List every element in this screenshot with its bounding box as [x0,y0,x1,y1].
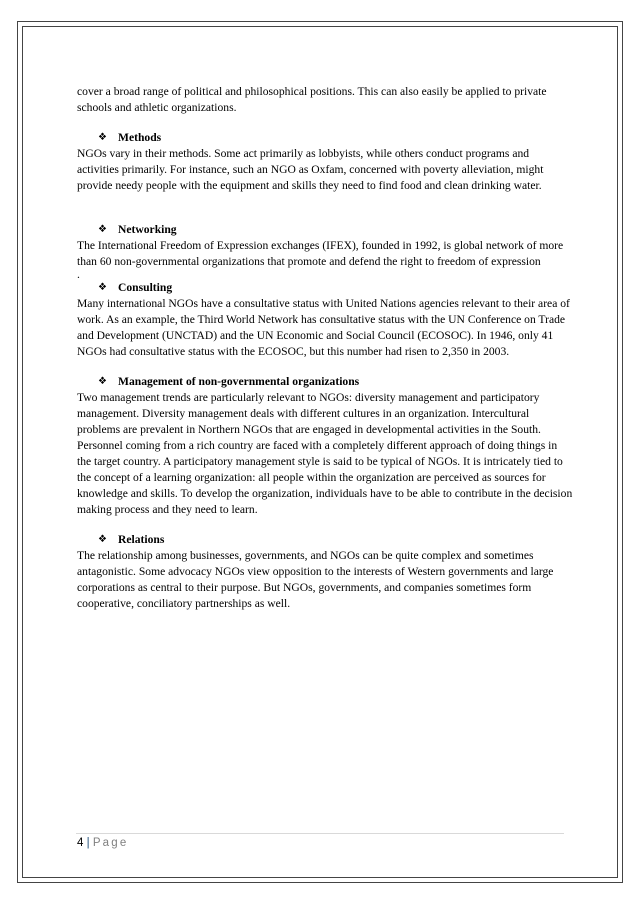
diamond-bullet-icon: ❖ [98,534,107,545]
section-title: Consulting [118,281,173,294]
relations-paragraph: The relationship among businesses, governments, and NGOs can be quite complex and sometimes antagonistic. Some advocacy NGOs view opposition to the interests of Western governments and large corporations as central to their purpose. But NGOs, governments, and companies sometimes form cooperative, conciliatory partnerships as well. [77,549,554,610]
networking-trailing-dot: . [77,268,80,281]
section-heading-networking [98,222,573,238]
section-heading-consulting [98,280,573,296]
page-footer [77,837,128,849]
consulting-paragraph: Many international NGOs have a consultative status with United Nations agencies relevant to their area of work. As an example, the Third World Network has consultative status with the UN Conference on Trade and Development (UNCTAD) and the UN Economic and Social Council (ECOSOC). In 1946, only 41 NGOs had consultative status with the ECOSOC, but this number had risen to 2,350 in 2003. [77,297,570,358]
document-body [77,84,573,612]
section-title: Relations [118,533,165,546]
section-heading-management [98,374,573,390]
intro-paragraph: cover a broad range of political and philosophical positions. This can also easily be applied to private schools and athletic organizations. [77,85,547,114]
diamond-bullet-icon: ❖ [98,282,107,293]
diamond-bullet-icon: ❖ [98,376,107,387]
diamond-bullet-icon: ❖ [98,132,107,143]
section-title: Networking [118,223,177,236]
diamond-bullet-icon: ❖ [98,224,107,235]
section-title: Management of non-governmental organizations [118,375,360,388]
methods-paragraph: NGOs vary in their methods. Some act primarily as lobbyists, while others conduct programs and activities primarily. For instance, such an NGO as Oxfam, concerned with poverty alleviation, might provide needy people with the equipment and skills they need to find food and clean drinking water. [77,147,544,192]
section-heading-methods [98,130,573,146]
page-number: 4 [77,837,84,849]
footer-page-label: Page [92,837,129,849]
networking-paragraph: The International Freedom of Expression exchanges (IFEX), founded in 1992, is global network of more than 60 non-governmental organizations that promote and defend the right to freedom of expression [77,239,564,268]
section-heading-relations [98,532,573,548]
section-title: Methods [118,131,162,144]
management-paragraph: Two management trends are particularly relevant to NGOs: diversity management and participatory management. Diversity management deals with different cultures in an organization. Intercultural problems are prevalent in Northern NGOs that are engaged in developmental activities in the South. Personnel coming from a rich country are faced with a completely different approach of doing things in the target country. A participatory management style is said to be typical of NGOs. It is intricately tied to the concept of a learning organization: all people within the organization are perceived as sources for knowledge and skills. To develop the organization, individuals have to be able to contribute in the decision making process and they need to learn. [77,391,573,516]
footer-divider [76,833,564,834]
footer-separator: | [86,837,90,849]
